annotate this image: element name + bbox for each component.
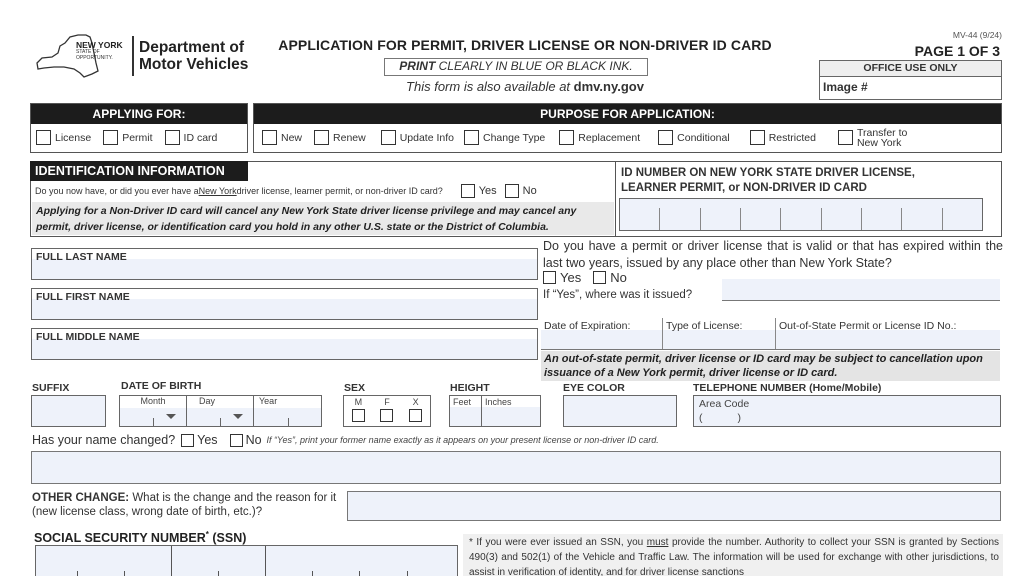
dob-year-field[interactable]: Year	[254, 396, 321, 426]
height-inches-field[interactable]: Inches	[482, 396, 540, 426]
former-name-field[interactable]	[31, 451, 1001, 484]
checkbox[interactable]	[464, 130, 479, 145]
out-of-state-warning: An out-of-state permit, driver license or ID card may be subject to cancellation upon issuance of a New York permit, driver license or ID card.	[541, 351, 1000, 381]
middle-name-field[interactable]: FULL MIDDLE NAME	[31, 328, 538, 360]
ny-license-no[interactable]: No	[505, 184, 537, 198]
out-of-state-no[interactable]: No	[593, 270, 627, 285]
identification-title: IDENTIFICATION INFORMATION	[30, 161, 248, 181]
checkbox[interactable]	[181, 434, 194, 447]
dob-month-select[interactable]: Month	[120, 396, 187, 426]
license-type-field[interactable]: Type of License:	[662, 318, 775, 349]
height-feet-field[interactable]: Feet	[450, 396, 482, 426]
first-name-field[interactable]: FULL FIRST NAME	[31, 288, 538, 320]
dropdown-arrow-icon	[233, 414, 243, 419]
page-indicator: PAGE 1 OF 3	[914, 43, 1000, 59]
non-driver-id-warning: Applying for a Non-Driver ID card will cancel any New York State driver license privilege and may cancel any permit, driver license, or identification card you hold in any other U.S. state or the District of Columbia.	[32, 202, 614, 235]
purpose-section	[253, 103, 1002, 153]
purpose-renew-option[interactable]: Renew	[314, 130, 366, 145]
out-of-state-yes-no	[543, 270, 627, 285]
checkbox[interactable]	[165, 130, 180, 145]
sex-m-option[interactable]: M	[352, 397, 365, 426]
out-of-state-id-field[interactable]: Out-of-State Permit or License ID No.:	[775, 318, 1000, 349]
other-change-field[interactable]	[347, 491, 1001, 521]
eye-color-field[interactable]	[563, 395, 677, 427]
checkbox[interactable]	[314, 130, 329, 145]
checkbox[interactable]	[593, 271, 606, 284]
checkbox[interactable]	[559, 130, 574, 145]
dropdown-arrow-icon	[166, 414, 176, 419]
purpose-replacement-option[interactable]: Replacement	[559, 130, 640, 145]
out-of-state-details-row	[541, 318, 1000, 350]
purpose-change-type-option[interactable]: Change Type	[464, 130, 545, 145]
availability-note: This form is also available at dmv.ny.gov	[406, 79, 644, 94]
dmv-link[interactable]: dmv.ny.gov	[573, 79, 644, 94]
applying-license-option[interactable]: License	[36, 130, 91, 145]
id-number-title: ID NUMBER ON NEW YORK STATE DRIVER LICENSE, LEARNER PERMIT, or NON-DRIVER ID CARD	[621, 167, 915, 194]
phone-field[interactable]: Area Code ( )	[693, 395, 1001, 427]
form-number: MV-44 (9/24)	[952, 30, 1002, 40]
form-title: APPLICATION FOR PERMIT, DRIVER LICENSE OR NON-DRIVER ID CARD	[278, 37, 772, 53]
print-instruction: PRINT CLEARLY IN BLUE OR BLACK INK.	[384, 58, 648, 76]
checkbox[interactable]	[230, 434, 243, 447]
height-label: HEIGHT	[450, 382, 490, 394]
checkbox[interactable]	[262, 130, 277, 145]
checkbox[interactable]	[380, 409, 393, 422]
checkbox[interactable]	[352, 409, 365, 422]
applying-id-card-option[interactable]: ID card	[165, 130, 218, 145]
name-change-question: Has your name changed? Yes No If “Yes”, print your former name exactly as it appears on your present license or non-driver ID card.	[32, 433, 659, 447]
office-use-title: OFFICE USE ONLY	[820, 61, 1001, 77]
checkbox[interactable]	[36, 130, 51, 145]
checkbox[interactable]	[381, 130, 396, 145]
applying-for-section	[30, 103, 248, 153]
name-change-yes[interactable]: Yes	[175, 433, 217, 447]
name-change-no[interactable]: No	[224, 433, 262, 447]
other-change-label: OTHER CHANGE: What is the change and the reason for it (new license class, wrong date of birth, etc.)?	[32, 492, 337, 518]
ny-wordmark: NEW YORK STATE OF OPPORTUNITY.	[76, 40, 123, 61]
purpose-new-option[interactable]: New	[262, 130, 302, 145]
sex-label: SEX	[344, 382, 366, 394]
purpose-transfer-option[interactable]: Transfer to New York	[838, 128, 907, 148]
purpose-update-info-option[interactable]: Update Info	[381, 130, 454, 145]
purpose-title: PURPOSE FOR APPLICATION:	[254, 104, 1001, 124]
ny-id-number-section	[615, 161, 1002, 237]
out-of-state-question: Do you have a permit or driver license that is valid or that has expired within the last two years, issued by any place other than New York State?	[543, 239, 1003, 270]
sex-x-option[interactable]: X	[409, 397, 422, 426]
ssn-field[interactable]	[35, 545, 458, 576]
checkbox[interactable]	[461, 184, 475, 198]
checkbox[interactable]	[658, 130, 673, 145]
dmv-name: Department of Motor Vehicles	[139, 39, 249, 73]
checkbox[interactable]	[750, 130, 765, 145]
purpose-conditional-option[interactable]: Conditional	[658, 130, 730, 145]
dob-field	[119, 395, 322, 427]
phone-label: TELEPHONE NUMBER (Home/Mobile)	[693, 382, 882, 394]
ny-license-question: Do you now have, or did you ever have a New York driver license, learner permit, or non-driver ID card? Yes No	[35, 185, 537, 197]
sex-f-option[interactable]: F	[380, 397, 393, 426]
suffix-field[interactable]	[31, 395, 106, 427]
image-number-label: Image #	[823, 80, 868, 94]
purpose-restricted-option[interactable]: Restricted	[750, 130, 816, 145]
out-of-state-yes[interactable]: Yes	[543, 270, 581, 285]
id-number-input[interactable]	[619, 198, 983, 231]
logo-divider	[132, 36, 134, 76]
height-field	[449, 395, 541, 427]
dob-day-select[interactable]: Day	[187, 396, 254, 426]
checkbox[interactable]	[543, 271, 556, 284]
dob-label: DATE OF BIRTH	[121, 380, 202, 392]
checkbox[interactable]	[409, 409, 422, 422]
eye-color-label: EYE COLOR	[563, 382, 625, 394]
ny-license-yes[interactable]: Yes	[461, 184, 497, 198]
checkbox[interactable]	[505, 184, 519, 198]
checkbox[interactable]	[838, 130, 853, 145]
ssn-label: SOCIAL SECURITY NUMBER* (SSN)	[34, 530, 247, 546]
sex-field	[343, 395, 431, 427]
office-use-box	[819, 60, 1002, 100]
suffix-label: SUFFIX	[32, 382, 70, 394]
nys-dmv-logo	[34, 33, 249, 81]
last-name-field[interactable]: FULL LAST NAME	[31, 248, 538, 280]
where-issued-label: If “Yes”, where was it issued?	[543, 289, 693, 301]
checkbox[interactable]	[103, 130, 118, 145]
applying-permit-option[interactable]: Permit	[103, 130, 152, 145]
expiration-date-field[interactable]: Date of Expiration:	[541, 318, 662, 349]
where-issued-input[interactable]	[722, 279, 1000, 301]
applying-for-title: APPLYING FOR:	[31, 104, 247, 124]
ssn-authority-note: * If you were ever issued an SSN, you must provide the number. Authority to collect your SSN is granted by Sections 490(3) and 502(1) of the Vehicle and Traffic Law. The information will be used for exchange with other jurisdictions, to assist in verification of identity, and for driver license sanctions	[463, 534, 1003, 576]
